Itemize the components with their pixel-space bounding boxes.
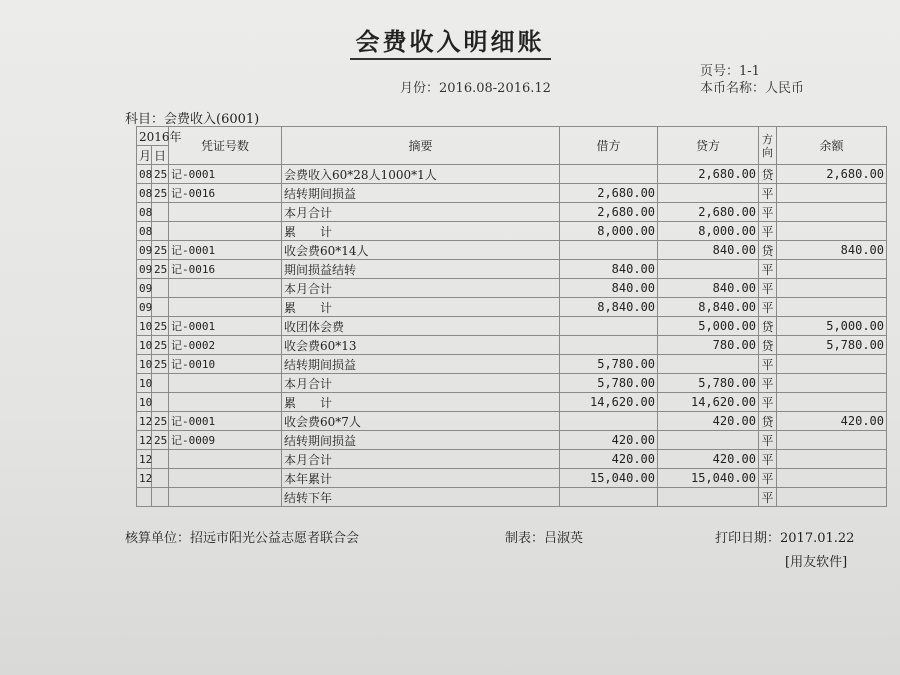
month-cell: 08 (137, 184, 152, 203)
day-cell: 25 (152, 431, 169, 450)
voucher-cell (169, 203, 282, 222)
summary-cell: 收会费60*14人 (282, 241, 560, 260)
month-cell: 12 (137, 469, 152, 488)
debit-cell (560, 488, 658, 507)
direction-cell: 贷 (759, 336, 777, 355)
ledger-table (136, 126, 887, 507)
day-cell: 25 (152, 412, 169, 431)
credit-cell (658, 184, 759, 203)
day-cell: 25 (152, 184, 169, 203)
table-row (137, 469, 887, 488)
table-row (137, 412, 887, 431)
balance-cell (777, 298, 887, 317)
month-cell: 08 (137, 203, 152, 222)
summary-cell: 会费收入60*28人1000*1人 (282, 165, 560, 184)
voucher-cell: 记-0009 (169, 431, 282, 450)
voucher-cell: 记-0002 (169, 336, 282, 355)
voucher-cell: 记-0016 (169, 184, 282, 203)
month-header: 月 (137, 146, 152, 165)
summary-cell: 本月合计 (282, 374, 560, 393)
credit-cell: 8,000.00 (658, 222, 759, 241)
table-row (137, 203, 887, 222)
month-cell: 10 (137, 336, 152, 355)
table-row (137, 374, 887, 393)
software-vendor: [用友软件] (785, 555, 848, 570)
table-row (137, 298, 887, 317)
credit-cell: 840.00 (658, 279, 759, 298)
debit-cell: 15,040.00 (560, 469, 658, 488)
period: 月份：2016.08-2016.12 (400, 81, 551, 96)
day-cell: 25 (152, 355, 169, 374)
voucher-cell: 记-0016 (169, 260, 282, 279)
debit-header: 借方 (560, 127, 658, 165)
credit-header: 贷方 (658, 127, 759, 165)
table-row (137, 393, 887, 412)
table-row (137, 279, 887, 298)
direction-cell: 平 (759, 222, 777, 241)
voucher-cell (169, 488, 282, 507)
debit-cell (560, 412, 658, 431)
day-cell (152, 203, 169, 222)
debit-cell: 8,000.00 (560, 222, 658, 241)
credit-cell: 5,780.00 (658, 374, 759, 393)
balance-cell (777, 279, 887, 298)
credit-cell: 420.00 (658, 450, 759, 469)
balance-cell (777, 222, 887, 241)
balance-cell (777, 469, 887, 488)
credit-cell: 15,040.00 (658, 469, 759, 488)
credit-cell: 2,680.00 (658, 165, 759, 184)
table-row (137, 431, 887, 450)
month-cell: 12 (137, 450, 152, 469)
debit-cell: 420.00 (560, 450, 658, 469)
voucher-cell (169, 469, 282, 488)
table-row (137, 184, 887, 203)
month-cell: 12 (137, 412, 152, 431)
day-header: 日 (152, 146, 169, 165)
month-cell: 10 (137, 317, 152, 336)
day-cell (152, 450, 169, 469)
month-cell: 08 (137, 222, 152, 241)
debit-cell: 14,620.00 (560, 393, 658, 412)
month-cell: 09 (137, 241, 152, 260)
balance-header: 余额 (777, 127, 887, 165)
debit-cell: 840.00 (560, 260, 658, 279)
day-cell (152, 222, 169, 241)
balance-cell (777, 450, 887, 469)
summary-cell: 本月合计 (282, 450, 560, 469)
voucher-cell (169, 222, 282, 241)
day-cell: 25 (152, 317, 169, 336)
credit-cell (658, 355, 759, 374)
direction-cell: 平 (759, 393, 777, 412)
debit-cell: 5,780.00 (560, 355, 658, 374)
voucher-cell: 记-0001 (169, 241, 282, 260)
voucher-cell (169, 374, 282, 393)
summary-cell: 累 计 (282, 298, 560, 317)
direction-header: 方向 (759, 127, 777, 165)
debit-cell: 8,840.00 (560, 298, 658, 317)
balance-cell (777, 260, 887, 279)
balance-cell (777, 203, 887, 222)
subject: 科目：会费收入(6001) (125, 112, 260, 127)
debit-cell: 420.00 (560, 431, 658, 450)
summary-cell: 累 计 (282, 222, 560, 241)
day-cell (152, 279, 169, 298)
table-row (137, 336, 887, 355)
direction-cell: 平 (759, 374, 777, 393)
balance-cell (777, 393, 887, 412)
credit-cell (658, 260, 759, 279)
ledger-title: 会费收入明细账 (0, 22, 900, 57)
debit-cell (560, 241, 658, 260)
prepared-by: 制表：吕淑英 (505, 531, 584, 546)
credit-cell: 5,000.00 (658, 317, 759, 336)
direction-cell: 平 (759, 469, 777, 488)
balance-cell: 5,000.00 (777, 317, 887, 336)
month-cell (137, 488, 152, 507)
balance-cell (777, 431, 887, 450)
table-row (137, 260, 887, 279)
debit-cell (560, 165, 658, 184)
month-cell: 12 (137, 431, 152, 450)
table-row (137, 222, 887, 241)
voucher-cell (169, 393, 282, 412)
direction-cell: 平 (759, 488, 777, 507)
accounting-unit: 核算单位：招远市阳光公益志愿者联合会 (125, 531, 360, 546)
direction-cell: 平 (759, 450, 777, 469)
direction-cell: 平 (759, 355, 777, 374)
voucher-cell: 记-0010 (169, 355, 282, 374)
month-cell: 09 (137, 298, 152, 317)
credit-cell: 8,840.00 (658, 298, 759, 317)
summary-cell: 本月合计 (282, 279, 560, 298)
credit-cell: 420.00 (658, 412, 759, 431)
direction-cell: 贷 (759, 317, 777, 336)
direction-cell: 平 (759, 279, 777, 298)
credit-cell (658, 488, 759, 507)
day-cell: 25 (152, 260, 169, 279)
balance-cell: 840.00 (777, 241, 887, 260)
day-cell: 25 (152, 165, 169, 184)
credit-cell: 14,620.00 (658, 393, 759, 412)
month-cell: 08 (137, 165, 152, 184)
voucher-header: 凭证号数 (169, 127, 282, 165)
day-cell: 25 (152, 336, 169, 355)
summary-cell: 结转期间损益 (282, 355, 560, 374)
day-cell: 25 (152, 241, 169, 260)
summary-cell: 本月合计 (282, 203, 560, 222)
summary-cell: 结转期间损益 (282, 431, 560, 450)
summary-cell: 结转期间损益 (282, 184, 560, 203)
table-row (137, 317, 887, 336)
balance-cell: 2,680.00 (777, 165, 887, 184)
balance-cell (777, 374, 887, 393)
table-row (137, 355, 887, 374)
balance-cell: 5,780.00 (777, 336, 887, 355)
table-row (137, 488, 887, 507)
page-number: 页号：1-1 (700, 64, 760, 79)
summary-cell: 收会费60*13 (282, 336, 560, 355)
summary-header: 摘要 (282, 127, 560, 165)
direction-cell: 平 (759, 184, 777, 203)
voucher-cell: 记-0001 (169, 317, 282, 336)
direction-cell: 贷 (759, 241, 777, 260)
direction-cell: 贷 (759, 165, 777, 184)
voucher-cell (169, 298, 282, 317)
voucher-cell: 记-0001 (169, 165, 282, 184)
summary-cell: 收会费60*7人 (282, 412, 560, 431)
credit-cell (658, 431, 759, 450)
day-cell (152, 298, 169, 317)
table-row (137, 241, 887, 260)
direction-cell: 平 (759, 203, 777, 222)
voucher-cell (169, 450, 282, 469)
credit-cell: 840.00 (658, 241, 759, 260)
month-cell: 10 (137, 374, 152, 393)
day-cell (152, 469, 169, 488)
month-cell: 09 (137, 260, 152, 279)
print-date: 打印日期：2017.01.22 (715, 531, 855, 546)
balance-cell: 420.00 (777, 412, 887, 431)
voucher-cell: 记-0001 (169, 412, 282, 431)
debit-cell: 2,680.00 (560, 184, 658, 203)
summary-cell: 累 计 (282, 393, 560, 412)
month-cell: 10 (137, 355, 152, 374)
balance-cell (777, 184, 887, 203)
day-cell (152, 374, 169, 393)
debit-cell: 2,680.00 (560, 203, 658, 222)
header-row-1 (137, 127, 887, 146)
debit-cell (560, 336, 658, 355)
direction-cell: 平 (759, 298, 777, 317)
summary-cell: 结转下年 (282, 488, 560, 507)
month-cell: 10 (137, 393, 152, 412)
balance-cell (777, 355, 887, 374)
balance-cell (777, 488, 887, 507)
day-cell (152, 393, 169, 412)
debit-cell: 840.00 (560, 279, 658, 298)
table-row (137, 165, 887, 184)
direction-cell: 平 (759, 260, 777, 279)
credit-cell: 2,680.00 (658, 203, 759, 222)
debit-cell (560, 317, 658, 336)
year-header: 2016年 (137, 127, 169, 146)
debit-cell: 5,780.00 (560, 374, 658, 393)
direction-cell: 平 (759, 431, 777, 450)
summary-cell: 收团体会费 (282, 317, 560, 336)
direction-cell: 贷 (759, 412, 777, 431)
voucher-cell (169, 279, 282, 298)
summary-cell: 本年累计 (282, 469, 560, 488)
month-cell: 09 (137, 279, 152, 298)
currency: 本币名称：人民币 (700, 81, 805, 96)
day-cell (152, 488, 169, 507)
summary-cell: 期间损益结转 (282, 260, 560, 279)
credit-cell: 780.00 (658, 336, 759, 355)
table-row (137, 450, 887, 469)
